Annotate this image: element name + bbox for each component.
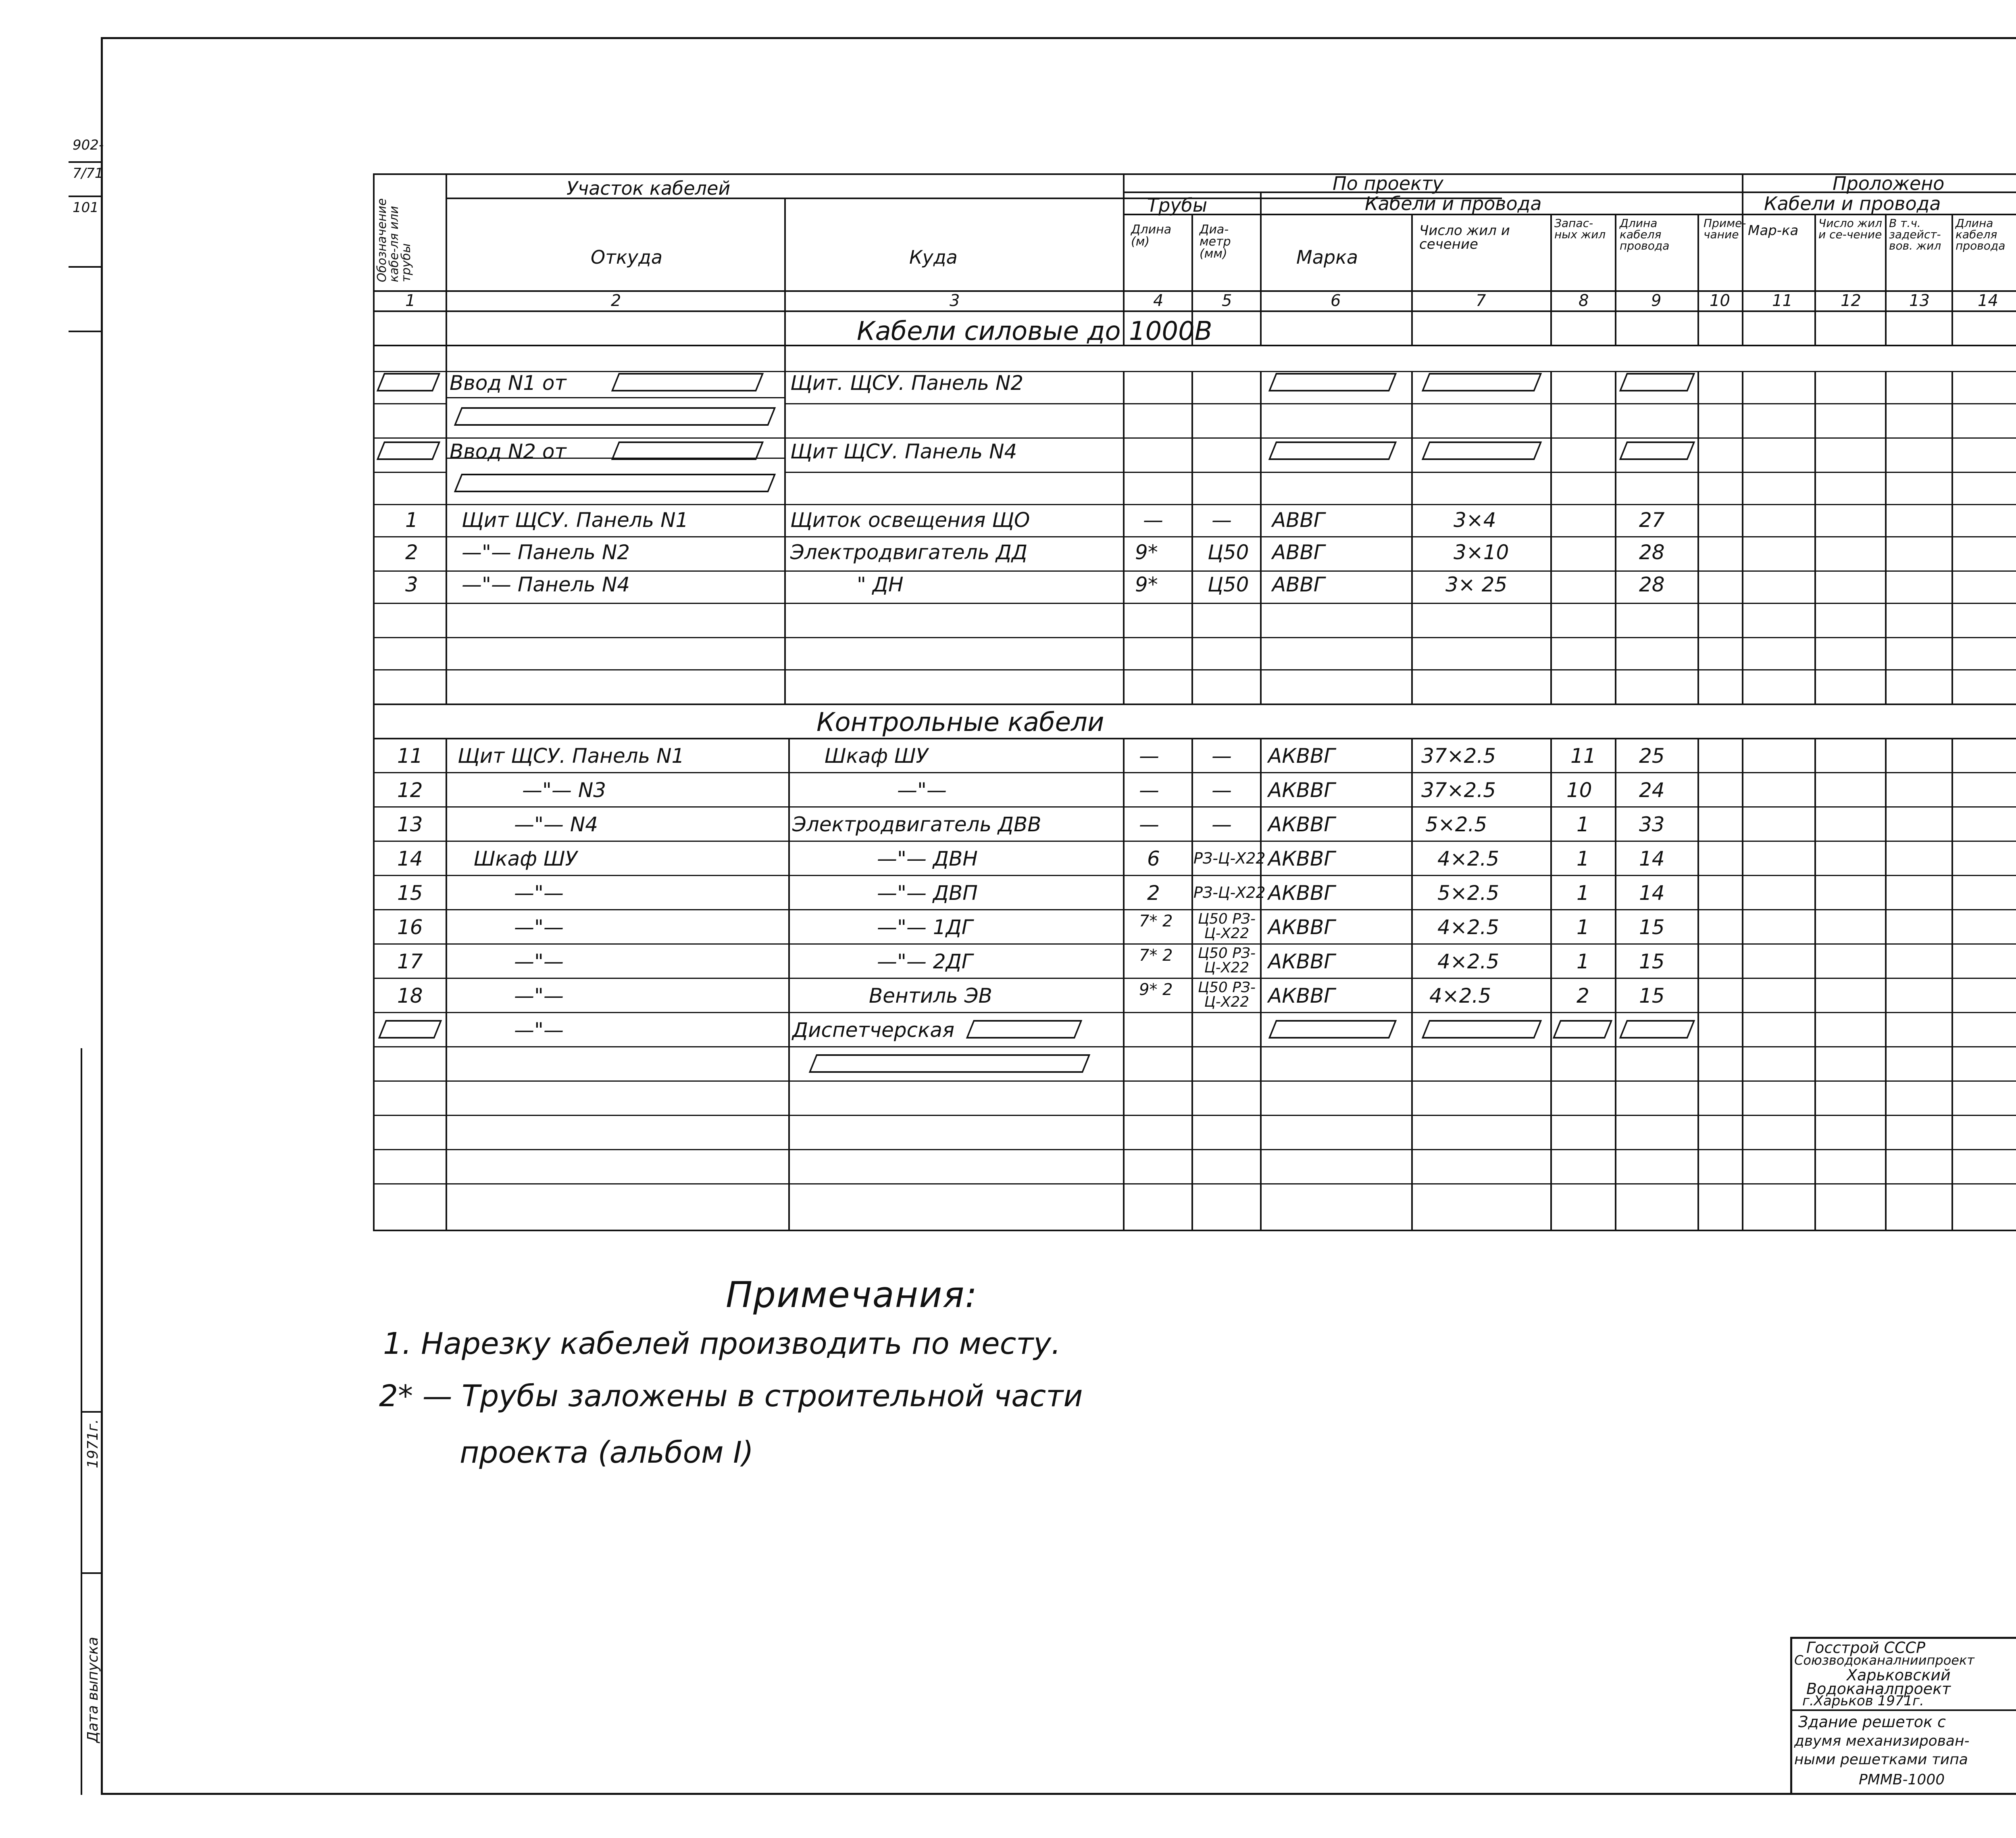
col-number: 3 <box>950 291 960 310</box>
placeholder-box <box>377 373 441 391</box>
row-line <box>373 909 2016 910</box>
margin-stub: 101 <box>73 200 99 216</box>
column-line <box>1615 738 1616 1230</box>
placeholder-box <box>1268 373 1397 391</box>
placeholder-box <box>1619 441 1695 460</box>
row-line <box>373 1183 2016 1184</box>
header-pipes: Трубы <box>1147 194 1208 216</box>
column-line <box>1260 738 1262 1230</box>
binding-label: Дата выпуска <box>85 1637 101 1743</box>
column-line <box>446 738 447 1230</box>
cell-to: —"— 2ДГ <box>877 950 973 973</box>
cell-len: 9* <box>1135 541 1158 564</box>
col-number: 9 <box>1651 291 1662 310</box>
cell-to: —"— 1ДГ <box>877 916 973 939</box>
cell-from: —"— <box>514 1018 564 1042</box>
row-line <box>373 437 2016 439</box>
column-line <box>1191 738 1193 1230</box>
row-line <box>373 1080 2016 1082</box>
row-line <box>784 472 2016 473</box>
cell-spare: 1 <box>1577 950 1589 973</box>
cell-id: 3 <box>405 573 418 596</box>
cell-mark: АКВВГ <box>1268 984 1335 1007</box>
table-border <box>373 173 2016 175</box>
cell-from: —"— Панель N4 <box>462 573 630 596</box>
cell-length: 14 <box>1639 881 1665 905</box>
cell-from: —"— <box>514 984 564 1007</box>
col-number: 11 <box>1772 291 1793 310</box>
org-line: Госстрой СССР <box>1806 1639 1926 1657</box>
cell-cores: 5×2.5 <box>1437 881 1500 905</box>
row-line <box>446 397 784 398</box>
cell-length: 33 <box>1639 813 1665 836</box>
column-line <box>1550 738 1552 1230</box>
header-pipe-diameter: Диа-метр (мм) <box>1200 223 1231 261</box>
cell-dia: — <box>1212 508 1232 532</box>
cell-length: 24 <box>1639 778 1665 802</box>
placeholder-box <box>378 1020 442 1039</box>
cell-id: 15 <box>397 881 423 905</box>
section-title-power: Кабели силовые до 1000В <box>857 316 1212 346</box>
header-laid-length: Длина кабеля провода <box>1956 216 2006 252</box>
placeholder-box <box>1268 1020 1397 1039</box>
cell-dia: — <box>1212 813 1232 836</box>
cell-len: — <box>1139 744 1159 768</box>
cell-to: —"— ДВП <box>877 881 978 905</box>
cell-from: —"— <box>514 916 564 939</box>
org-line: Харьковский <box>1847 1666 1951 1684</box>
cell-to: " ДН <box>857 573 904 596</box>
cell-len: 6 <box>1147 847 1160 870</box>
column-line <box>1814 738 1816 1230</box>
column-line <box>1885 214 1887 345</box>
cell-len: — <box>1143 508 1163 532</box>
binding-line <box>82 1411 102 1413</box>
cell-length: 14 <box>1639 847 1665 870</box>
cell-mark: АКВВГ <box>1268 744 1335 768</box>
cell-mark: АКВВГ <box>1268 916 1335 939</box>
column-line <box>1550 214 1552 345</box>
cell-len: 9* <box>1135 573 1158 596</box>
cell-mark: АКВВГ <box>1268 778 1335 802</box>
cell-id: 12 <box>397 778 423 802</box>
cell-spare: 1 <box>1577 847 1589 870</box>
row-line <box>373 806 2016 808</box>
cell-len: — <box>1139 778 1159 802</box>
column-line <box>1260 192 1262 345</box>
cell-dia: — <box>1212 744 1232 768</box>
cell-from: Щит ЩСУ. Панель N1 <box>462 508 689 532</box>
note-item: 2* — Трубы заложены в строительной части <box>379 1379 1083 1413</box>
binding-strip <box>81 1048 102 1795</box>
placeholder-box <box>966 1020 1083 1039</box>
cell-from: —"— <box>514 950 564 973</box>
column-line <box>1742 738 1743 1230</box>
note-item: 1. Нарезку кабелей производить по месту. <box>383 1326 1061 1361</box>
object-line: РММВ-1000 <box>1859 1771 1945 1788</box>
cell-id: 17 <box>397 950 423 973</box>
title-divider <box>1790 1709 2016 1711</box>
org-line: Водоканалпроект <box>1806 1680 1951 1698</box>
cell-mark: АВВГ <box>1272 573 1325 596</box>
cell-dia: Ц50 <box>1208 573 1249 596</box>
row-line <box>373 738 2016 739</box>
header-laid-used: В т.ч. задейст-вов. жил <box>1889 216 1941 252</box>
cell-spare: 11 <box>1570 744 1596 768</box>
cell-len: 9* 2 <box>1139 980 1173 999</box>
col-number: 14 <box>1978 291 1998 310</box>
placeholder-box <box>809 1054 1091 1073</box>
cell-dia: Ц50 РЗ-Ц-Х22 <box>1198 945 1256 976</box>
cell-length: 15 <box>1639 950 1665 973</box>
cell-from: Ввод N1 от <box>450 371 566 395</box>
header-note: Приме-чание <box>1704 216 1746 241</box>
cell-id: 11 <box>397 744 423 768</box>
placeholder-box <box>1422 1020 1542 1039</box>
placeholder-box <box>1268 441 1397 460</box>
header-by-project: По проекту <box>1333 173 1443 194</box>
row-line <box>373 943 2016 945</box>
cell-dia: Ц50 РЗ-Ц-Х22 <box>1198 911 1256 942</box>
cell-dia: РЗ-Ц-Х22 <box>1193 884 1266 901</box>
cell-mark: АКВВГ <box>1268 881 1335 905</box>
placeholder-box <box>1619 1020 1695 1039</box>
header-laid: Проложено <box>1833 173 1945 194</box>
placeholder-box <box>454 407 776 426</box>
row-line <box>373 1115 2016 1116</box>
cell-to: Электродвигатель ДД <box>790 541 1028 564</box>
row-line <box>373 570 2016 572</box>
cell-length: 28 <box>1639 573 1665 596</box>
row-line <box>373 772 2016 773</box>
header-line <box>373 310 2016 312</box>
org-line: г.Харьков 1971г. <box>1802 1693 1924 1709</box>
cell-id: 16 <box>397 916 423 939</box>
column-line <box>784 198 786 704</box>
row-line <box>373 841 2016 842</box>
header-to: Куда <box>909 246 958 268</box>
row-line <box>373 875 2016 876</box>
row-line <box>373 978 2016 979</box>
cell-to: Щит. ЩСУ. Панель N2 <box>790 371 1024 395</box>
cell-cores: 3× 25 <box>1445 573 1508 596</box>
column-line <box>1814 214 1816 345</box>
object-line: ными решетками типа <box>1794 1751 1968 1768</box>
row-line <box>373 345 2016 346</box>
header-mark: Марка <box>1296 246 1358 268</box>
header-laid-mark: Мар-ка <box>1748 223 1799 239</box>
row-line <box>373 536 2016 537</box>
col-number: 5 <box>1222 291 1232 310</box>
cell-cores: 3×10 <box>1454 541 1509 564</box>
cell-dia: — <box>1212 778 1232 802</box>
col-number: 6 <box>1331 291 1341 310</box>
placeholder-box <box>1553 1020 1613 1039</box>
row-line <box>373 704 2016 705</box>
column-line <box>1951 738 1953 1230</box>
cell-from: —"— N4 <box>514 813 598 836</box>
column-line <box>1951 214 1953 345</box>
cell-length: 15 <box>1639 916 1665 939</box>
cell-mark: АКВВГ <box>1268 847 1335 870</box>
col-number: 8 <box>1579 291 1589 310</box>
cell-to: Шкаф ШУ <box>825 744 928 768</box>
cell-from: —"— N3 <box>522 778 606 802</box>
placeholder-box <box>611 373 764 391</box>
row-line <box>373 1012 2016 1013</box>
cell-dia: РЗ-Ц-Х22 <box>1193 849 1266 867</box>
row-line <box>373 1046 2016 1047</box>
cell-to: Электродвигатель ДВВ <box>792 813 1041 836</box>
cell-dia: Ц50 РЗ-Ц-Х22 <box>1198 979 1256 1010</box>
cell-len: 7* 2 <box>1139 946 1173 965</box>
cell-id: 13 <box>397 813 423 836</box>
row-line <box>373 603 2016 604</box>
cell-len: 7* 2 <box>1139 912 1173 930</box>
cell-from: Шкаф ШУ <box>474 847 577 870</box>
cell-dia: Ц50 <box>1208 541 1249 564</box>
cell-from: —"— Панель N2 <box>462 541 630 564</box>
cell-to: —"— <box>897 778 947 802</box>
binding-date: 1971г. <box>85 1419 101 1468</box>
header-pipe-length: Длина (м) <box>1131 223 1172 249</box>
header-spare-cores: Запас-ных жил <box>1554 216 1606 241</box>
margin-stub: 902- <box>73 137 104 153</box>
column-line <box>1742 173 1743 345</box>
placeholder-box <box>454 474 776 492</box>
binding-line <box>82 1572 102 1574</box>
placeholder-box <box>611 441 764 460</box>
cell-id: 1 <box>405 508 418 532</box>
header-cable-length: Длина кабеля провода <box>1620 216 1670 252</box>
placeholder-box <box>1422 441 1542 460</box>
cell-from: Щит ЩСУ. Панель N1 <box>458 744 685 768</box>
column-line <box>1411 738 1413 1230</box>
margin-stub: 7/71 <box>73 165 104 181</box>
cell-cores: 3×4 <box>1454 508 1496 532</box>
cell-mark: АКВВГ <box>1268 813 1335 836</box>
cell-mark: АВВГ <box>1272 508 1325 532</box>
col-number: 7 <box>1476 291 1486 310</box>
header-laid-cables: Кабели и провода <box>1764 193 1941 214</box>
header-section: Участок кабелей <box>566 177 731 199</box>
row-line <box>373 403 446 404</box>
row-line <box>373 669 2016 670</box>
cell-cores: 4×2.5 <box>1437 950 1500 973</box>
cell-cores: 4×2.5 <box>1437 847 1500 870</box>
column-line <box>1615 214 1616 345</box>
cell-to: Диспетчерская <box>792 1018 955 1042</box>
cell-cores: 4×2.5 <box>1429 984 1491 1007</box>
cell-spare: 1 <box>1577 881 1589 905</box>
col-number: 10 <box>1710 291 1730 310</box>
cell-cores: 37×2.5 <box>1421 744 1496 768</box>
cell-id: 18 <box>397 984 423 1007</box>
cell-length: 15 <box>1639 984 1665 1007</box>
cell-len: 2 <box>1147 881 1160 905</box>
notes-title: Примечания: <box>726 1274 978 1316</box>
cell-from: Ввод N2 от <box>450 440 566 463</box>
row-line <box>373 472 446 473</box>
cable-journal-table <box>373 173 2016 1230</box>
col-number: 12 <box>1841 291 1861 310</box>
object-line: Здание решеток с <box>1798 1713 1946 1731</box>
margin-line <box>69 266 101 268</box>
row-line <box>373 504 2016 505</box>
row-line <box>373 637 2016 638</box>
cell-length: 27 <box>1639 508 1665 532</box>
column-line <box>1123 738 1125 1230</box>
row-line <box>373 1149 2016 1150</box>
row-line <box>784 403 2016 404</box>
margin-line <box>69 331 101 332</box>
placeholder-box <box>377 441 441 460</box>
header-cables-wires: Кабели и провода <box>1365 193 1542 214</box>
note-item: проекта (альбом I) <box>460 1435 754 1470</box>
cell-mark: АКВВГ <box>1268 950 1335 973</box>
column-line <box>1885 738 1887 1230</box>
header-laid-cores: Число жил и се-чение <box>1818 216 1883 241</box>
column-line <box>1697 738 1699 1230</box>
margin-line <box>69 161 101 163</box>
cell-len: — <box>1139 813 1159 836</box>
table-border <box>373 1230 2016 1231</box>
cell-to: —"— ДВН <box>877 847 978 870</box>
margin-line <box>69 196 101 197</box>
cell-to: Вентиль ЭВ <box>869 984 992 1007</box>
cell-spare: 2 <box>1577 984 1589 1007</box>
header-designation: Обозначение кабе-ля или трубы <box>375 198 413 282</box>
cell-length: 28 <box>1639 541 1665 564</box>
title-block <box>1790 1637 2016 1795</box>
cell-mark: АВВГ <box>1272 541 1325 564</box>
header-cores-section: Число жил и сечение <box>1419 223 1510 252</box>
col-number: 2 <box>611 291 621 310</box>
cell-to: Щит ЩСУ. Панель N4 <box>790 440 1017 463</box>
col-number: 13 <box>1909 291 1930 310</box>
col-number: 1 <box>405 291 416 310</box>
cell-spare: 10 <box>1566 778 1592 802</box>
row-line <box>373 371 2016 372</box>
org-line: Союзводоканалниипроект <box>1794 1653 1974 1668</box>
cell-id: 2 <box>405 541 418 564</box>
cell-to: Щиток освещения ЩО <box>790 508 1030 532</box>
cell-from: —"— <box>514 881 564 905</box>
object-line: двумя механизирован- <box>1794 1733 1970 1749</box>
cell-cores: 37×2.5 <box>1421 778 1496 802</box>
column-line <box>788 738 790 1230</box>
cell-length: 25 <box>1639 744 1665 768</box>
column-line <box>1411 214 1413 345</box>
placeholder-box <box>1619 373 1695 391</box>
column-line <box>1697 214 1699 345</box>
cell-cores: 5×2.5 <box>1425 813 1487 836</box>
placeholder-box <box>1422 373 1542 391</box>
cell-id: 14 <box>397 847 423 870</box>
cell-spare: 1 <box>1577 813 1589 836</box>
table-border <box>373 173 375 1230</box>
col-number: 4 <box>1153 291 1164 310</box>
cell-cores: 4×2.5 <box>1437 916 1500 939</box>
header-from: Откуда <box>591 246 663 268</box>
section-title-control: Контрольные кабели <box>816 708 1104 737</box>
cell-spare: 1 <box>1577 916 1589 939</box>
